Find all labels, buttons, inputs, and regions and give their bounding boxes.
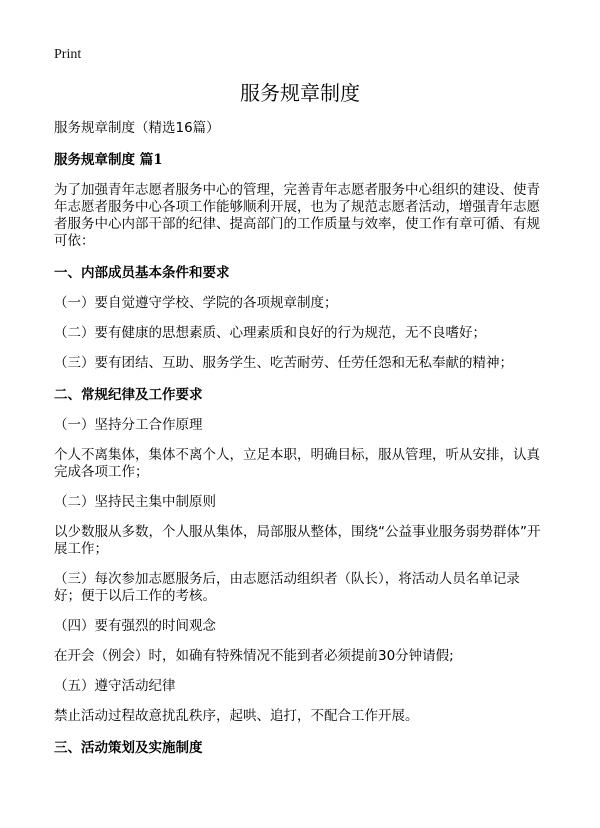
section2-item3: （三）每次参加志愿服务后，由志愿活动组织者（队长），将活动人员名单记录好；便于以后工作的考核。 — [54, 571, 520, 604]
section2-item2-title: （二）坚持民主集中制原则 — [54, 494, 216, 510]
page-title: 服务规章制度 — [240, 81, 360, 105]
section2-heading: 二、常规纪律及工作要求 — [54, 387, 203, 403]
section1-item-1: （一）要自觉遵守学校、学院的各项规章制度； — [54, 295, 338, 311]
section2-item2-body: 以少数服从多数，个人服从集体，局部服从整体，围绕“公益事业服务弱势群体”开展工作； — [54, 524, 541, 557]
section2-item5-title: （五）遵守活动纪律 — [54, 678, 176, 694]
section1-item-2: （二）要有健康的思想素质、心理素质和良好的行为规范，无不良嗜好； — [54, 325, 486, 341]
section3-heading: 三、活动策划及实施制度 — [54, 740, 203, 756]
print-link[interactable]: Print — [54, 47, 82, 62]
document-body — [54, 120, 546, 757]
section2-item5-body: 禁止活动过程故意扰乱秩序，起哄、追打，不配合工作开展。 — [54, 708, 419, 724]
document-subtitle: 服务规章制度（精选16篇） — [54, 120, 220, 136]
section2-item1-title: （一）坚持分工合作原理 — [54, 417, 203, 433]
section1-heading: 一、内部成员基本条件和要求 — [54, 265, 230, 281]
section2-item4-body: 在开会（例会）时，如确有特殊情况不能到者必须提前30分钟请假; — [54, 648, 454, 664]
section2-item4-title: （四）要有强烈的时间观念 — [54, 618, 216, 634]
section1-item-3: （三）要有团结、互助、服务学生、吃苦耐劳、任劳任怨和无私奉献的精神； — [54, 355, 513, 371]
section2-item1-body: 个人不离集体，集体不离个人，立足本职，明确目标，服从管理，听从安排，认真完成各项工作； — [54, 447, 540, 480]
intro-paragraph: 为了加强青年志愿者服务中心的管理，完善青年志愿者服务中心组织的建设、使青年志愿者服务中心各项工作能够顺利开展，也为了规范志愿者活动，增强青年志愿者服务中心内部干部的纪律、提高部门的工作质量与效率，使工作有章可循、有规可依： — [54, 182, 540, 249]
part-heading: 服务规章制度 篇1 — [54, 152, 163, 168]
